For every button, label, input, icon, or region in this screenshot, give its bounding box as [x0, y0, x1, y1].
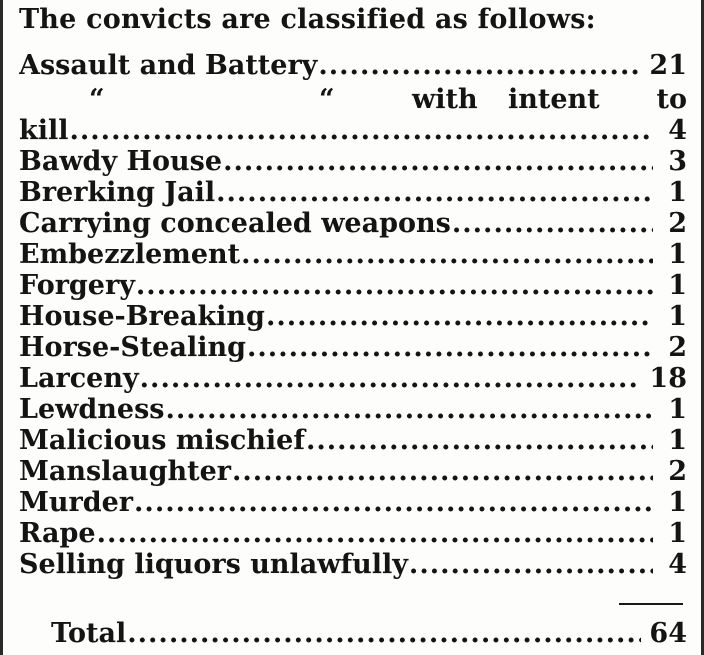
table-row — [19, 549, 687, 580]
offense-label: Assault and Battery — [19, 50, 318, 81]
table-row — [19, 518, 687, 549]
total-count: 64 — [649, 618, 687, 649]
dot-leader — [140, 363, 642, 394]
offense-label: Brerking Jail — [19, 177, 216, 208]
table-row — [19, 425, 687, 456]
table-row — [19, 115, 687, 146]
offense-label: Forgery — [19, 270, 135, 301]
table-row — [19, 50, 687, 81]
offense-count: 3 — [668, 146, 687, 177]
offense-count: 1 — [668, 518, 687, 549]
offense-label: Larceny — [19, 363, 139, 394]
offense-count: 4 — [668, 549, 687, 580]
offense-count: 18 — [649, 363, 687, 394]
offense-label: kill — [19, 115, 69, 146]
table-row — [19, 270, 687, 301]
dot-leader — [69, 115, 653, 146]
ditto-line — [19, 84, 687, 115]
ditto-mark: “ — [319, 84, 335, 115]
offense-label: Manslaughter — [19, 456, 231, 487]
dot-leader — [241, 239, 653, 270]
ditto-word: intent — [508, 84, 600, 115]
offense-count: 1 — [668, 394, 687, 425]
table-row — [19, 394, 687, 425]
offense-label: Carrying concealed weapons — [19, 208, 451, 239]
offense-count: 2 — [668, 456, 687, 487]
table-row — [19, 146, 687, 177]
dot-leader — [247, 332, 653, 363]
offense-label: Malicious mischief — [19, 425, 305, 456]
offense-label: Murder — [19, 487, 134, 518]
ditto-mark: “ — [89, 84, 105, 115]
dot-leader — [97, 518, 653, 549]
offense-count: 1 — [668, 239, 687, 270]
dot-leader — [232, 456, 653, 487]
dot-leader — [266, 301, 653, 332]
offense-count: 1 — [668, 487, 687, 518]
dot-leader — [216, 177, 653, 208]
table-heading: The convicts are classified as follows: — [19, 4, 596, 35]
offense-count: 4 — [668, 115, 687, 146]
offense-count: 1 — [668, 177, 687, 208]
table-row — [19, 301, 687, 332]
offense-label: Embezzlement — [19, 239, 241, 270]
offense-count: 2 — [668, 332, 687, 363]
dot-leader — [409, 549, 653, 580]
offense-count: 21 — [649, 50, 687, 81]
ditto-word: with — [412, 84, 478, 115]
table-row — [19, 208, 687, 239]
offense-label: Horse-Stealing — [19, 332, 246, 363]
table-row — [19, 456, 687, 487]
table-row — [19, 487, 687, 518]
dot-leader — [166, 394, 654, 425]
dot-leader — [136, 270, 653, 301]
offense-count: 1 — [668, 425, 687, 456]
table-row — [19, 363, 687, 394]
dot-leader — [127, 618, 641, 649]
offense-label: Bawdy House — [19, 146, 223, 177]
offense-label: House-Breaking — [19, 301, 265, 332]
dot-leader — [452, 208, 653, 239]
dot-leader — [306, 425, 653, 456]
dot-leader — [223, 146, 653, 177]
dot-leader — [134, 487, 653, 518]
offense-count: 1 — [668, 270, 687, 301]
total-label: Total — [51, 618, 127, 649]
offense-count: 1 — [668, 301, 687, 332]
table-row — [19, 239, 687, 270]
offense-label: Selling liquors unlawfully — [19, 549, 408, 580]
sum-rule — [619, 603, 683, 605]
offense-label: Rape — [19, 518, 96, 549]
offense-count: 2 — [668, 208, 687, 239]
table-row — [19, 332, 687, 363]
ditto-word: to — [656, 84, 687, 115]
offense-label: Lewdness — [19, 394, 165, 425]
table-row — [19, 177, 687, 208]
dot-leader — [318, 50, 641, 81]
total-row — [51, 618, 687, 649]
